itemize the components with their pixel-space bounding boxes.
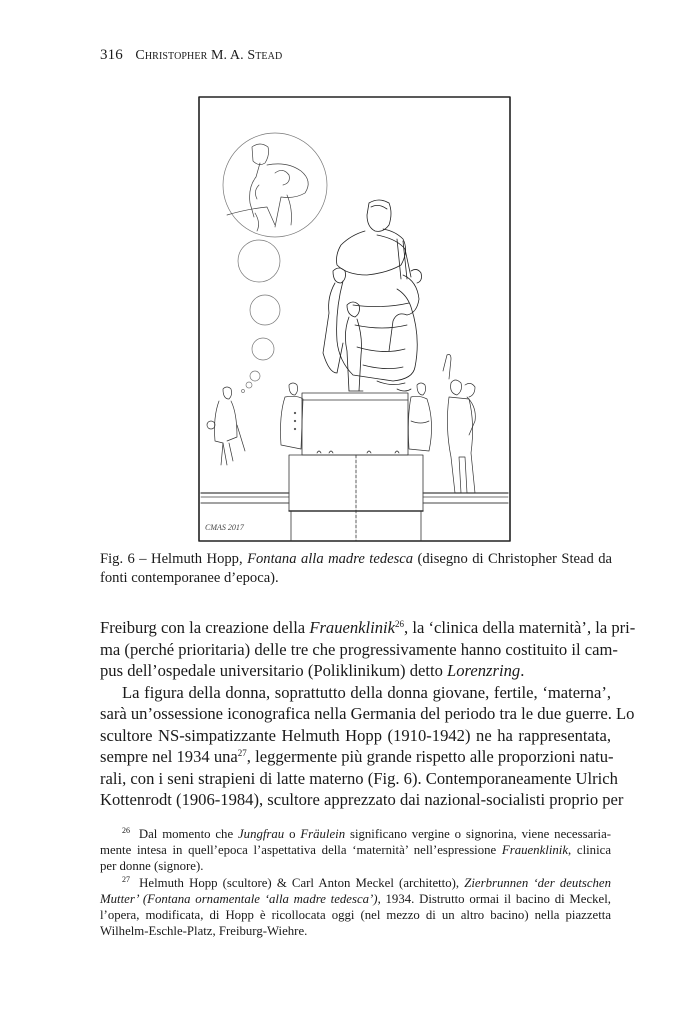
footnote-line: Wilhelm-Eschle-Platz, Freiburg-Wiehre.	[100, 924, 308, 938]
footnote-line: per donne (signore).	[100, 859, 204, 873]
footnote-line: mente intesa in quell’epoca l’aspettativa della ‘maternità’ nell’espressione Frauenklinik, clinica	[100, 843, 611, 857]
footnote-number: 27	[122, 875, 130, 884]
paragraph-line: scultore NS-simpatizzante Helmuth Hopp (1910-1942) ne ha rappresentata,	[100, 725, 611, 745]
paragraph-line: Freiburg con la creazione della Frauenklinik$^{26}$, la ‘clinica della maternità’, la pri-	[100, 618, 636, 637]
bubble-woman-with-child	[227, 144, 308, 231]
fountain-illustration	[197, 95, 513, 544]
figure-drawing	[197, 95, 513, 544]
paragraph-1	[100, 617, 636, 682]
caption-line-1: Fig. 6 – Helmuth Hopp, Fontana alla madre tedesca (disegno di Christopher Stead da	[100, 551, 612, 567]
footnote-ref-26[interactable]: 26	[395, 619, 405, 629]
paragraph-line: Kottenrodt (1906-1984), scultore apprezzato dai nazional-socialisti proprio per	[100, 790, 624, 809]
paragraph-line: rali, con i seni strapieni di latte materno (Fig. 6). Contemporaneamente Ulrich	[100, 768, 618, 788]
walking-man-figure	[207, 387, 245, 465]
footnote-26	[100, 826, 611, 874]
caption-line-2: fonti contemporanee d’epoca).	[100, 570, 279, 586]
saluting-man-with-child	[443, 355, 475, 494]
running-head-author: Christopher M. A. Stead	[135, 48, 283, 63]
figure-caption	[100, 550, 612, 588]
footnote-line: Mutter’ (Fontana ornamentale ‘alla madre tedesca’), 1934. Distrutto ormai il bacino di Meckel,	[100, 892, 611, 906]
paragraph-line: ma (perché prioritaria) delle tre che progressivamente hanno costituito il cam-	[100, 639, 618, 659]
paragraph-2	[100, 682, 635, 811]
man-left-of-pedestal	[281, 383, 304, 449]
figure-frame	[199, 97, 510, 541]
running-head	[100, 47, 282, 64]
footnote-line: $^{26}$ Dal momento che Jungfrau o Fräulein significano vergine o signorina, viene necessaria-	[122, 826, 612, 841]
footnote-line: l’opera, modificata, di Hopp è ricollocata oggi (nel mezzo di un altro bacino) nella piazzetta	[100, 908, 611, 922]
man-right-of-pedestal	[408, 383, 431, 451]
thought-bubble	[223, 133, 327, 393]
footnote-ref-27[interactable]: 27	[237, 748, 247, 758]
footnotes	[100, 826, 611, 940]
paragraph-line: pus dell’ospedale universitario (Poliklinikum) detto Lorenzring.	[100, 661, 525, 680]
footnote-number: 26	[122, 826, 130, 835]
ground-lines	[201, 493, 508, 503]
pedestal	[289, 393, 423, 541]
footnote-27	[100, 875, 611, 939]
page-number: 316	[100, 47, 123, 63]
footnote-line: $^{27}$ Helmuth Hopp (scultore) & Carl Anton Meckel (architetto), Zierbrunnen ‘der deutschen	[122, 875, 612, 890]
mother-statue	[323, 200, 422, 391]
artist-signature: CMAS 2017	[205, 523, 244, 532]
paragraph-line: La figura della donna, soprattutto della donna giovane, fertile, ‘materna’,	[122, 682, 611, 702]
paragraph-line: sarà un’ossessione iconografica nella Germania del periodo tra le due guerre. Lo	[100, 704, 635, 723]
paragraph-line: sempre nel 1934 una$^{27}$, leggermente più grande rispetto alle proporzioni natu-	[100, 747, 614, 766]
body-text	[100, 617, 636, 811]
